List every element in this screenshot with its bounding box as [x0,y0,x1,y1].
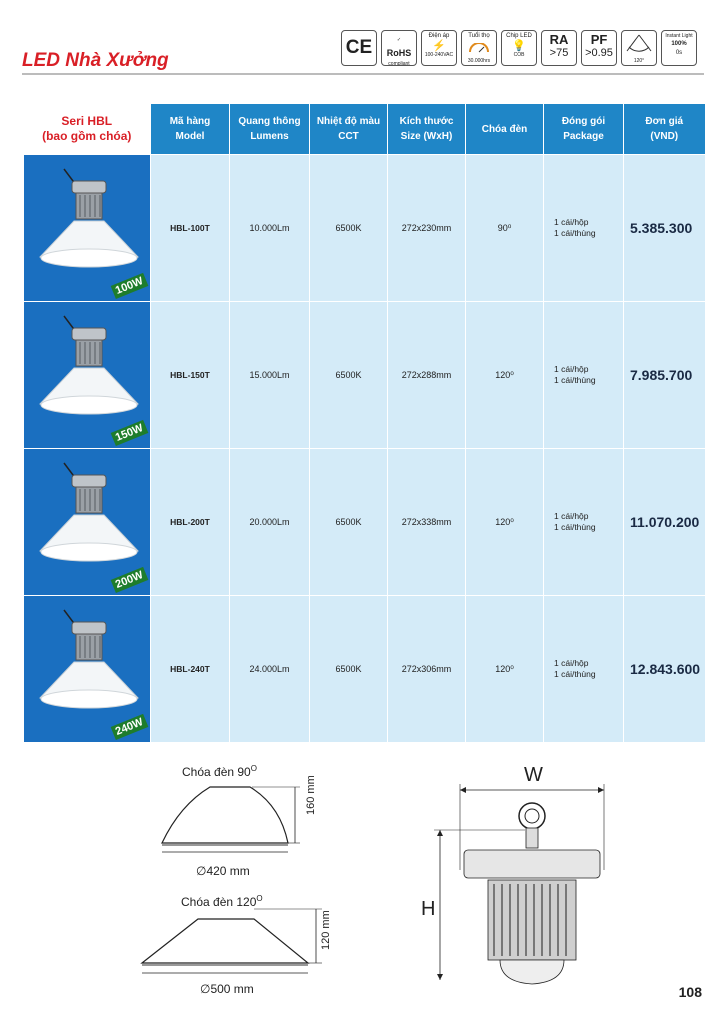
lifetime-value: 30.000 [467,58,484,64]
cct-cell: 6500K [310,449,388,596]
angle-value: 120° [633,58,645,64]
instant-value: 100% [671,41,687,47]
ra-value: >75 [549,47,569,59]
lightning-icon: ⚡ [432,40,446,52]
reflector-cell: 120⁰ [466,302,544,449]
chip-label: Chip LED [506,33,532,39]
series-header: Seri HBL (bao gồm chóa) [24,104,151,155]
spec-badges [341,30,697,66]
lumens-cell: 10.000Lm [230,155,310,302]
reflector-120-height: 120 mm [320,910,332,950]
lifetime-label: Tuổi thọ [468,33,490,39]
wattage-badge: 100W [111,273,148,299]
model-cell: HBL-240T [151,596,230,743]
package-cell: 1 cái/hộp 1 cái/thùng [544,155,624,302]
page-number: 108 [678,984,702,1000]
cct-cell: 6500K [310,302,388,449]
voltage-label: Điện áp [428,33,450,39]
price-cell: 12.843.600 [624,596,705,743]
pf-badge [581,30,617,66]
product-image-cell [24,302,151,449]
voltage-value: 100-240VAC [424,52,454,58]
ce-badge [341,30,377,66]
size-cell: 272x230mm [388,155,466,302]
leaf-icon: ✓ [396,37,402,43]
table-row [24,155,705,302]
lifetime-unit: hrs [483,58,491,64]
voltage-badge [421,30,457,66]
pf-label: PF [590,32,608,47]
reflector-90-height: 160 mm [305,775,317,815]
reflector-90-title: Chóa đèn $90^O$ [182,764,257,779]
col-package-header: Đóng gói Package [544,104,624,155]
product-image-cell [24,449,151,596]
package-cell: 1 cái/hộp 1 cái/thùng [544,302,624,449]
product-table [23,104,705,742]
lumens-cell: 24.000Lm [230,596,310,743]
product-image-cell [24,596,151,743]
highbay-lamp-icon [34,312,144,432]
reflector-120-title: Chóa đèn $120^O$ [181,894,263,909]
table-row [24,449,705,596]
price-cell: 11.070.200 [624,449,705,596]
title-divider [22,73,704,75]
chip-badge [501,30,537,66]
pf-value: >0.95 [585,47,613,59]
table-row [24,596,705,743]
bulb-icon: 💡 [512,40,526,52]
rohs-label: RoHS [386,48,412,58]
col-reflector-header: Chóa đèn [466,104,544,155]
reflector-120-diameter: ∅500 mm [200,982,254,996]
chip-value: COB [513,52,525,58]
cct-cell: 6500K [310,155,388,302]
reflector-cell: 120⁰ [466,449,544,596]
page-title: LED Nhà Xưởng [22,50,169,71]
package-cell: 1 cái/hộp 1 cái/thùng [544,596,624,743]
package-cell: 1 cái/hộp 1 cái/thùng [544,449,624,596]
model-cell: HBL-200T [151,449,230,596]
col-lumens-header: Quang thông Lumens [230,104,310,155]
table-row [24,302,705,449]
beam-angle-icon [624,33,654,53]
reflector-120-drawing [132,905,342,985]
model-cell: HBL-100T [151,155,230,302]
lifetime-badge [461,30,497,66]
ra-badge [541,30,577,66]
col-price-header: Đơn giá (VND) [624,104,705,155]
price-cell: 5.385.300 [624,155,705,302]
highbay-lamp-icon [34,606,144,726]
table-header-row [24,104,705,155]
reflector-90-diameter: ∅420 mm [196,864,250,878]
rohs-badge [381,30,417,66]
col-size-header: Kích thước Size (WxH) [388,104,466,155]
lumens-cell: 20.000Lm [230,449,310,596]
col-model-header: Mã hàng Model [151,104,230,155]
lumens-cell: 15.000Lm [230,302,310,449]
model-cell: HBL-150T [151,302,230,449]
highbay-lamp-icon [34,459,144,579]
instant-sub: 0s [675,50,683,56]
angle-badge [621,30,657,66]
wattage-badge: 200W [111,567,148,593]
size-cell: 272x288mm [388,302,466,449]
fixture-height-label: H [421,898,436,920]
price-cell: 7.985.700 [624,302,705,449]
ra-label: RA [549,32,569,47]
reflector-cell: 90⁰ [466,155,544,302]
wattage-badge: 150W [111,420,148,446]
rohs-sub: compliant [388,61,410,66]
wattage-badge: 240W [111,714,148,740]
fixture-width-label: W [524,764,543,786]
col-cct-header: Nhiệt độ màu CCT [310,104,388,155]
ce-mark: CE [345,37,373,58]
cct-cell: 6500K [310,596,388,743]
fixture-drawing [430,780,620,990]
instant-label: Instant Light [665,33,693,39]
highbay-lamp-icon [34,165,144,285]
gauge-icon [468,43,490,53]
product-image-cell [24,155,151,302]
instant-badge [661,30,697,66]
size-cell: 272x306mm [388,596,466,743]
size-cell: 272x338mm [388,449,466,596]
reflector-cell: 120⁰ [466,596,544,743]
